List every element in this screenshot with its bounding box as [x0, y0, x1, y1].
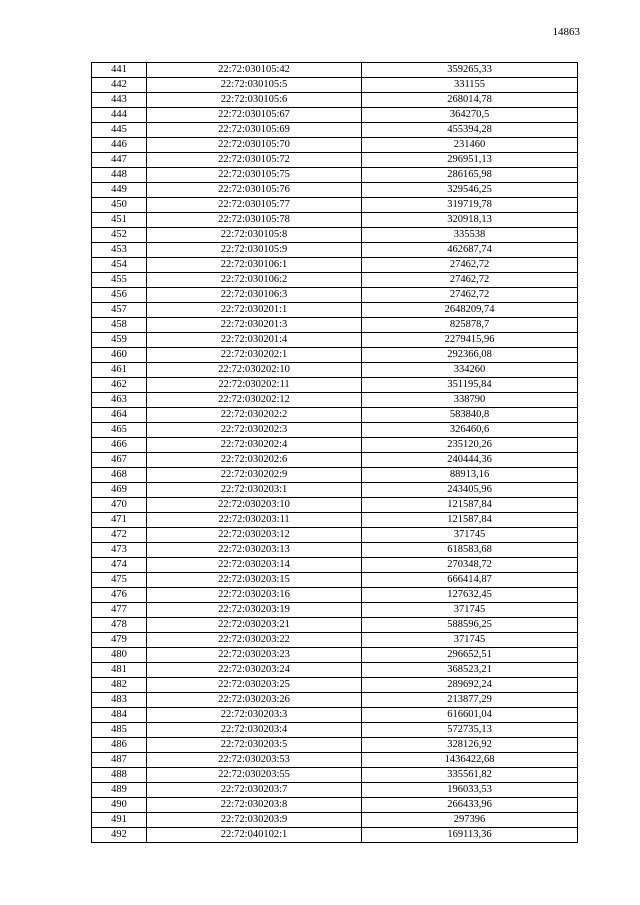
- row-number-cell: 479: [92, 633, 147, 648]
- row-number-cell: 488: [92, 768, 147, 783]
- cadastral-value-cell: 319719,78: [362, 198, 578, 213]
- table-row: [92, 78, 578, 93]
- row-number-cell: 466: [92, 438, 147, 453]
- table-row: [92, 318, 578, 333]
- row-number-cell: 446: [92, 138, 147, 153]
- row-number-cell: 445: [92, 123, 147, 138]
- cadastral-number-cell: 22:72:030202:1: [147, 348, 362, 363]
- cadastral-value-cell: 2648209,74: [362, 303, 578, 318]
- row-number-cell: 454: [92, 258, 147, 273]
- table-row: [92, 228, 578, 243]
- row-number-cell: 450: [92, 198, 147, 213]
- cadastral-value-cell: 618583,68: [362, 543, 578, 558]
- cadastral-value-cell: 27462,72: [362, 288, 578, 303]
- cadastral-value-cell: 329546,25: [362, 183, 578, 198]
- cadastral-value-cell: 297396: [362, 813, 578, 828]
- cadastral-value-table: [91, 62, 578, 843]
- table-row: [92, 243, 578, 258]
- table-row: [92, 663, 578, 678]
- table-row: [92, 213, 578, 228]
- cadastral-number-cell: 22:72:040102:1: [147, 828, 362, 843]
- cadastral-value-cell: 616601,04: [362, 708, 578, 723]
- cadastral-value-cell: 169113,36: [362, 828, 578, 843]
- cadastral-value-cell: 196033,53: [362, 783, 578, 798]
- row-number-cell: 462: [92, 378, 147, 393]
- cadastral-number-cell: 22:72:030106:1: [147, 258, 362, 273]
- row-number-cell: 461: [92, 363, 147, 378]
- cadastral-value-cell: 572735,13: [362, 723, 578, 738]
- table-row: [92, 783, 578, 798]
- table-row: [92, 363, 578, 378]
- row-number-cell: 468: [92, 468, 147, 483]
- row-number-cell: 491: [92, 813, 147, 828]
- cadastral-number-cell: 22:72:030105:78: [147, 213, 362, 228]
- table-row: [92, 288, 578, 303]
- cadastral-value-cell: 338790: [362, 393, 578, 408]
- row-number-cell: 448: [92, 168, 147, 183]
- table-row: [92, 258, 578, 273]
- cadastral-value-cell: 286165,98: [362, 168, 578, 183]
- table-row: [92, 693, 578, 708]
- row-number-cell: 472: [92, 528, 147, 543]
- table-row: [92, 708, 578, 723]
- cadastral-value-cell: 296652,51: [362, 648, 578, 663]
- cadastral-number-cell: 22:72:030202:10: [147, 363, 362, 378]
- table-row: [92, 303, 578, 318]
- cadastral-number-cell: 22:72:030203:24: [147, 663, 362, 678]
- row-number-cell: 463: [92, 393, 147, 408]
- row-number-cell: 467: [92, 453, 147, 468]
- table-row: [92, 738, 578, 753]
- cadastral-number-cell: 22:72:030105:67: [147, 108, 362, 123]
- cadastral-number-cell: 22:72:030203:10: [147, 498, 362, 513]
- table-row: [92, 723, 578, 738]
- row-number-cell: 458: [92, 318, 147, 333]
- row-number-cell: 455: [92, 273, 147, 288]
- cadastral-value-cell: 127632,45: [362, 588, 578, 603]
- table-row: [92, 138, 578, 153]
- cadastral-number-cell: 22:72:030203:5: [147, 738, 362, 753]
- table-row: [92, 183, 578, 198]
- cadastral-number-cell: 22:72:030203:16: [147, 588, 362, 603]
- table-row: [92, 813, 578, 828]
- cadastral-value-cell: 328126,92: [362, 738, 578, 753]
- cadastral-number-cell: 22:72:030106:2: [147, 273, 362, 288]
- table-row: [92, 558, 578, 573]
- row-number-cell: 485: [92, 723, 147, 738]
- row-number-cell: 465: [92, 423, 147, 438]
- row-number-cell: 459: [92, 333, 147, 348]
- cadastral-value-cell: 462687,74: [362, 243, 578, 258]
- cadastral-value-cell: 1436422,68: [362, 753, 578, 768]
- cadastral-number-cell: 22:72:030202:2: [147, 408, 362, 423]
- cadastral-value-cell: 825878,7: [362, 318, 578, 333]
- cadastral-value-cell: 666414,87: [362, 573, 578, 588]
- cadastral-value-cell: 331155: [362, 78, 578, 93]
- table-row: [92, 483, 578, 498]
- table-row: [92, 798, 578, 813]
- cadastral-number-cell: 22:72:030203:13: [147, 543, 362, 558]
- table-row: [92, 768, 578, 783]
- cadastral-number-cell: 22:72:030203:1: [147, 483, 362, 498]
- table-row: [92, 423, 578, 438]
- page-number: 14863: [552, 26, 580, 38]
- cadastral-value-cell: 371745: [362, 528, 578, 543]
- row-number-cell: 484: [92, 708, 147, 723]
- cadastral-number-cell: 22:72:030105:69: [147, 123, 362, 138]
- cadastral-value-cell: 351195,84: [362, 378, 578, 393]
- row-number-cell: 469: [92, 483, 147, 498]
- cadastral-number-cell: 22:72:030105:9: [147, 243, 362, 258]
- row-number-cell: 456: [92, 288, 147, 303]
- cadastral-number-cell: 22:72:030201:4: [147, 333, 362, 348]
- cadastral-number-cell: 22:72:030203:12: [147, 528, 362, 543]
- cadastral-number-cell: 22:72:030203:15: [147, 573, 362, 588]
- cadastral-number-cell: 22:72:030201:3: [147, 318, 362, 333]
- cadastral-number-cell: 22:72:030202:6: [147, 453, 362, 468]
- cadastral-value-cell: 335538: [362, 228, 578, 243]
- cadastral-number-cell: 22:72:030203:3: [147, 708, 362, 723]
- cadastral-number-cell: 22:72:030203:21: [147, 618, 362, 633]
- cadastral-number-cell: 22:72:030203:22: [147, 633, 362, 648]
- table-row: [92, 408, 578, 423]
- cadastral-value-cell: 368523,21: [362, 663, 578, 678]
- cadastral-number-cell: 22:72:030203:4: [147, 723, 362, 738]
- row-number-cell: 457: [92, 303, 147, 318]
- table-row: [92, 438, 578, 453]
- cadastral-number-cell: 22:72:030203:55: [147, 768, 362, 783]
- cadastral-value-cell: 27462,72: [362, 258, 578, 273]
- table-row: [92, 108, 578, 123]
- cadastral-value-cell: 231460: [362, 138, 578, 153]
- cadastral-value-cell: 334260: [362, 363, 578, 378]
- cadastral-number-cell: 22:72:030105:72: [147, 153, 362, 168]
- table-row: [92, 678, 578, 693]
- row-number-cell: 478: [92, 618, 147, 633]
- cadastral-number-cell: 22:72:030203:11: [147, 513, 362, 528]
- row-number-cell: 443: [92, 93, 147, 108]
- row-number-cell: 477: [92, 603, 147, 618]
- cadastral-value-cell: 2279415,96: [362, 333, 578, 348]
- cadastral-value-cell: 213877,29: [362, 693, 578, 708]
- row-number-cell: 476: [92, 588, 147, 603]
- table-row: [92, 543, 578, 558]
- cadastral-value-cell: 289692,24: [362, 678, 578, 693]
- cadastral-value-cell: 121587,84: [362, 513, 578, 528]
- table-row: [92, 528, 578, 543]
- cadastral-number-cell: 22:72:030202:3: [147, 423, 362, 438]
- cadastral-number-cell: 22:72:030203:26: [147, 693, 362, 708]
- row-number-cell: 482: [92, 678, 147, 693]
- table-row: [92, 513, 578, 528]
- cadastral-value-cell: 583840,8: [362, 408, 578, 423]
- row-number-cell: 492: [92, 828, 147, 843]
- cadastral-value-cell: 320918,13: [362, 213, 578, 228]
- cadastral-number-cell: 22:72:030202:11: [147, 378, 362, 393]
- cadastral-value-cell: 292366,08: [362, 348, 578, 363]
- cadastral-number-cell: 22:72:030203:25: [147, 678, 362, 693]
- row-number-cell: 483: [92, 693, 147, 708]
- table-row: [92, 588, 578, 603]
- cadastral-number-cell: 22:72:030105:42: [147, 63, 362, 78]
- row-number-cell: 474: [92, 558, 147, 573]
- table-row: [92, 453, 578, 468]
- table-row: [92, 648, 578, 663]
- cadastral-value-cell: 88913,16: [362, 468, 578, 483]
- row-number-cell: 471: [92, 513, 147, 528]
- row-number-cell: 480: [92, 648, 147, 663]
- table-row: [92, 393, 578, 408]
- table-row: [92, 168, 578, 183]
- cadastral-value-cell: 296951,13: [362, 153, 578, 168]
- cadastral-number-cell: 22:72:030203:14: [147, 558, 362, 573]
- row-number-cell: 441: [92, 63, 147, 78]
- table-row: [92, 573, 578, 588]
- table-row: [92, 753, 578, 768]
- table-row: [92, 378, 578, 393]
- table-row: [92, 633, 578, 648]
- table-row: [92, 468, 578, 483]
- cadastral-number-cell: 22:72:030203:19: [147, 603, 362, 618]
- row-number-cell: 490: [92, 798, 147, 813]
- cadastral-number-cell: 22:72:030202:9: [147, 468, 362, 483]
- row-number-cell: 489: [92, 783, 147, 798]
- table-row: [92, 198, 578, 213]
- cadastral-value-cell: 335561,82: [362, 768, 578, 783]
- cadastral-number-cell: 22:72:030201:1: [147, 303, 362, 318]
- cadastral-value-cell: 455394,28: [362, 123, 578, 138]
- row-number-cell: 452: [92, 228, 147, 243]
- row-number-cell: 451: [92, 213, 147, 228]
- cadastral-number-cell: 22:72:030203:8: [147, 798, 362, 813]
- row-number-cell: 447: [92, 153, 147, 168]
- cadastral-value-cell: 268014,78: [362, 93, 578, 108]
- row-number-cell: 449: [92, 183, 147, 198]
- cadastral-value-cell: 266433,96: [362, 798, 578, 813]
- cadastral-number-cell: 22:72:030202:4: [147, 438, 362, 453]
- row-number-cell: 470: [92, 498, 147, 513]
- cadastral-number-cell: 22:72:030106:3: [147, 288, 362, 303]
- cadastral-value-cell: 27462,72: [362, 273, 578, 288]
- row-number-cell: 473: [92, 543, 147, 558]
- table-row: [92, 93, 578, 108]
- table-row: [92, 603, 578, 618]
- table-row: [92, 153, 578, 168]
- table-row: [92, 123, 578, 138]
- cadastral-value-cell: 235120,26: [362, 438, 578, 453]
- cadastral-value-cell: 326460,6: [362, 423, 578, 438]
- row-number-cell: 442: [92, 78, 147, 93]
- table-row: [92, 498, 578, 513]
- row-number-cell: 444: [92, 108, 147, 123]
- cadastral-value-cell: 371745: [362, 603, 578, 618]
- cadastral-value-cell: 243405,96: [362, 483, 578, 498]
- cadastral-value-cell: 588596,25: [362, 618, 578, 633]
- cadastral-value-cell: 359265,33: [362, 63, 578, 78]
- cadastral-value-cell: 364270,5: [362, 108, 578, 123]
- table-row: [92, 348, 578, 363]
- row-number-cell: 453: [92, 243, 147, 258]
- cadastral-number-cell: 22:72:030203:23: [147, 648, 362, 663]
- cadastral-number-cell: 22:72:030105:70: [147, 138, 362, 153]
- cadastral-value-cell: 121587,84: [362, 498, 578, 513]
- cadastral-number-cell: 22:72:030105:5: [147, 78, 362, 93]
- table-row: [92, 333, 578, 348]
- row-number-cell: 481: [92, 663, 147, 678]
- cadastral-value-cell: 270348,72: [362, 558, 578, 573]
- cadastral-value-cell: 240444,36: [362, 453, 578, 468]
- row-number-cell: 475: [92, 573, 147, 588]
- cadastral-number-cell: 22:72:030203:7: [147, 783, 362, 798]
- cadastral-value-cell: 371745: [362, 633, 578, 648]
- row-number-cell: 487: [92, 753, 147, 768]
- cadastral-number-cell: 22:72:030105:76: [147, 183, 362, 198]
- cadastral-number-cell: 22:72:030105:77: [147, 198, 362, 213]
- table-body: [92, 63, 578, 843]
- table-row: [92, 63, 578, 78]
- cadastral-number-cell: 22:72:030203:53: [147, 753, 362, 768]
- table-row: [92, 618, 578, 633]
- cadastral-number-cell: 22:72:030105:75: [147, 168, 362, 183]
- row-number-cell: 464: [92, 408, 147, 423]
- table-row: [92, 273, 578, 288]
- table-row: [92, 828, 578, 843]
- cadastral-number-cell: 22:72:030202:12: [147, 393, 362, 408]
- cadastral-number-cell: 22:72:030105:8: [147, 228, 362, 243]
- row-number-cell: 460: [92, 348, 147, 363]
- cadastral-number-cell: 22:72:030203:9: [147, 813, 362, 828]
- cadastral-number-cell: 22:72:030105:6: [147, 93, 362, 108]
- row-number-cell: 486: [92, 738, 147, 753]
